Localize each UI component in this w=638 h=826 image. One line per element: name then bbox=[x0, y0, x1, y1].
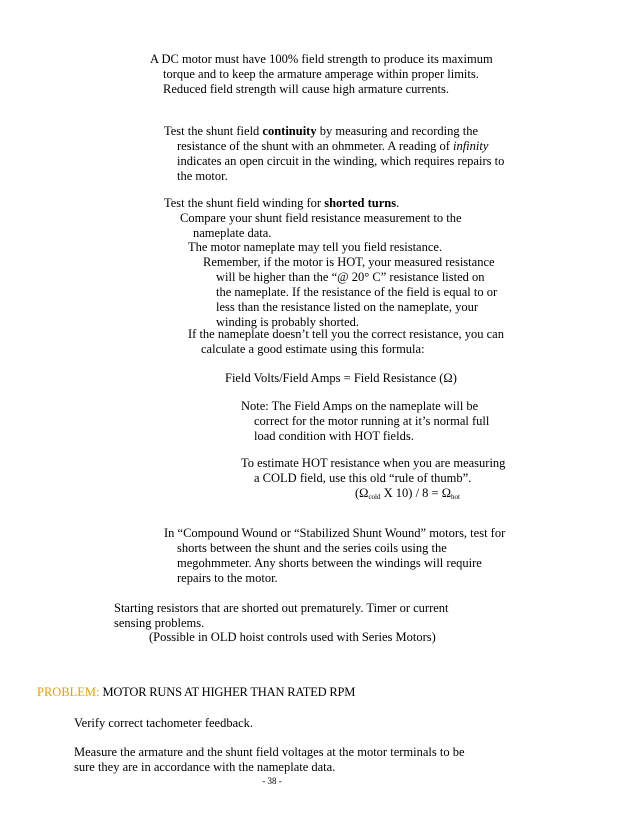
nameplate-paragraph: The motor nameplate may tell you field resistance. bbox=[188, 240, 443, 254]
continuity-paragraph bbox=[164, 124, 507, 184]
infinity-italic: infinity bbox=[452, 139, 489, 153]
measure-voltages-paragraph: Measure the armature and the shunt field voltages at the motor terminals to be sure they are in accordance with the nameplate data. bbox=[74, 745, 465, 774]
rule-mid: X 10) / 8 = Ω bbox=[380, 486, 452, 500]
tachometer-paragraph: Verify correct tachometer feedback. bbox=[74, 716, 254, 730]
compare-paragraph: Compare your shunt field resistance measurement to the nameplate data. bbox=[180, 211, 462, 240]
continuity-text-a: Test the shunt field bbox=[164, 124, 263, 138]
compound-wound-paragraph: In “Compound Wound or “Stabilized Shunt Wound” motors, test for shorts between the shunt and the series coils using the megohmmeter. Any shorts between the windings will require repairs to the motor. bbox=[164, 526, 506, 585]
shorted-text-c: . bbox=[396, 196, 400, 210]
starting-resistors-paragraph: Starting resistors that are shorted out prematurely. Timer or current sensing problems. bbox=[114, 601, 449, 630]
field-strength-paragraph: A DC motor must have 100% field strength to produce its maximum torque and to keep the armature amperage within proper limits. Reduced field strength will cause high armature currents. bbox=[150, 52, 493, 96]
rule-sub-cold: cold bbox=[368, 493, 381, 501]
page-number: - 38 - bbox=[262, 776, 282, 786]
continuity-text-c: by measuring and recording the resistance of the shunt with an ohmmeter. A reading of bbox=[177, 124, 479, 153]
continuity-bold: continuity bbox=[262, 124, 317, 138]
problem-title: MOTOR RUNS AT HIGHER THAN RATED RPM bbox=[99, 685, 356, 699]
hoist-controls-note: (Possible in OLD hoist controls used with Series Motors) bbox=[149, 630, 436, 644]
field-amps-note: Note: The Field Amps on the nameplate will be correct for the motor running at it’s normal full load condition with HOT fields. bbox=[241, 399, 490, 443]
shorted-bold: shorted turns bbox=[324, 196, 397, 210]
calculate-paragraph: If the nameplate doesn’t tell you the correct resistance, you can calculate a good estimate using this formula: bbox=[188, 327, 504, 356]
problem-heading bbox=[37, 685, 597, 700]
estimate-text: To estimate HOT resistance when you are measuring a COLD field, use this old “rule of thumb”. bbox=[241, 456, 506, 485]
continuity-text-e: indicates an open circuit in the winding, which requires repairs to the motor. bbox=[177, 154, 505, 183]
problem-label: PROBLEM: bbox=[37, 685, 100, 699]
estimate-paragraph bbox=[241, 456, 509, 505]
hot-motor-paragraph: Remember, if the motor is HOT, your measured resistance will be higher than the “@ 20° C” resistance listed on the nameplate. If the resistance of the field is equal to or less than the resistance listed on the nameplate, your winding is probably shorted. bbox=[203, 255, 498, 329]
rule-sub-hot: hot bbox=[451, 493, 460, 501]
rule-of-thumb-formula bbox=[355, 486, 460, 505]
rule-open: (Ω bbox=[355, 486, 369, 500]
shorted-turns-paragraph bbox=[164, 196, 494, 211]
resistance-formula: Field Volts/Field Amps = Field Resistance (Ω) bbox=[225, 371, 457, 385]
shorted-text-a: Test the shunt field winding for bbox=[164, 196, 325, 210]
